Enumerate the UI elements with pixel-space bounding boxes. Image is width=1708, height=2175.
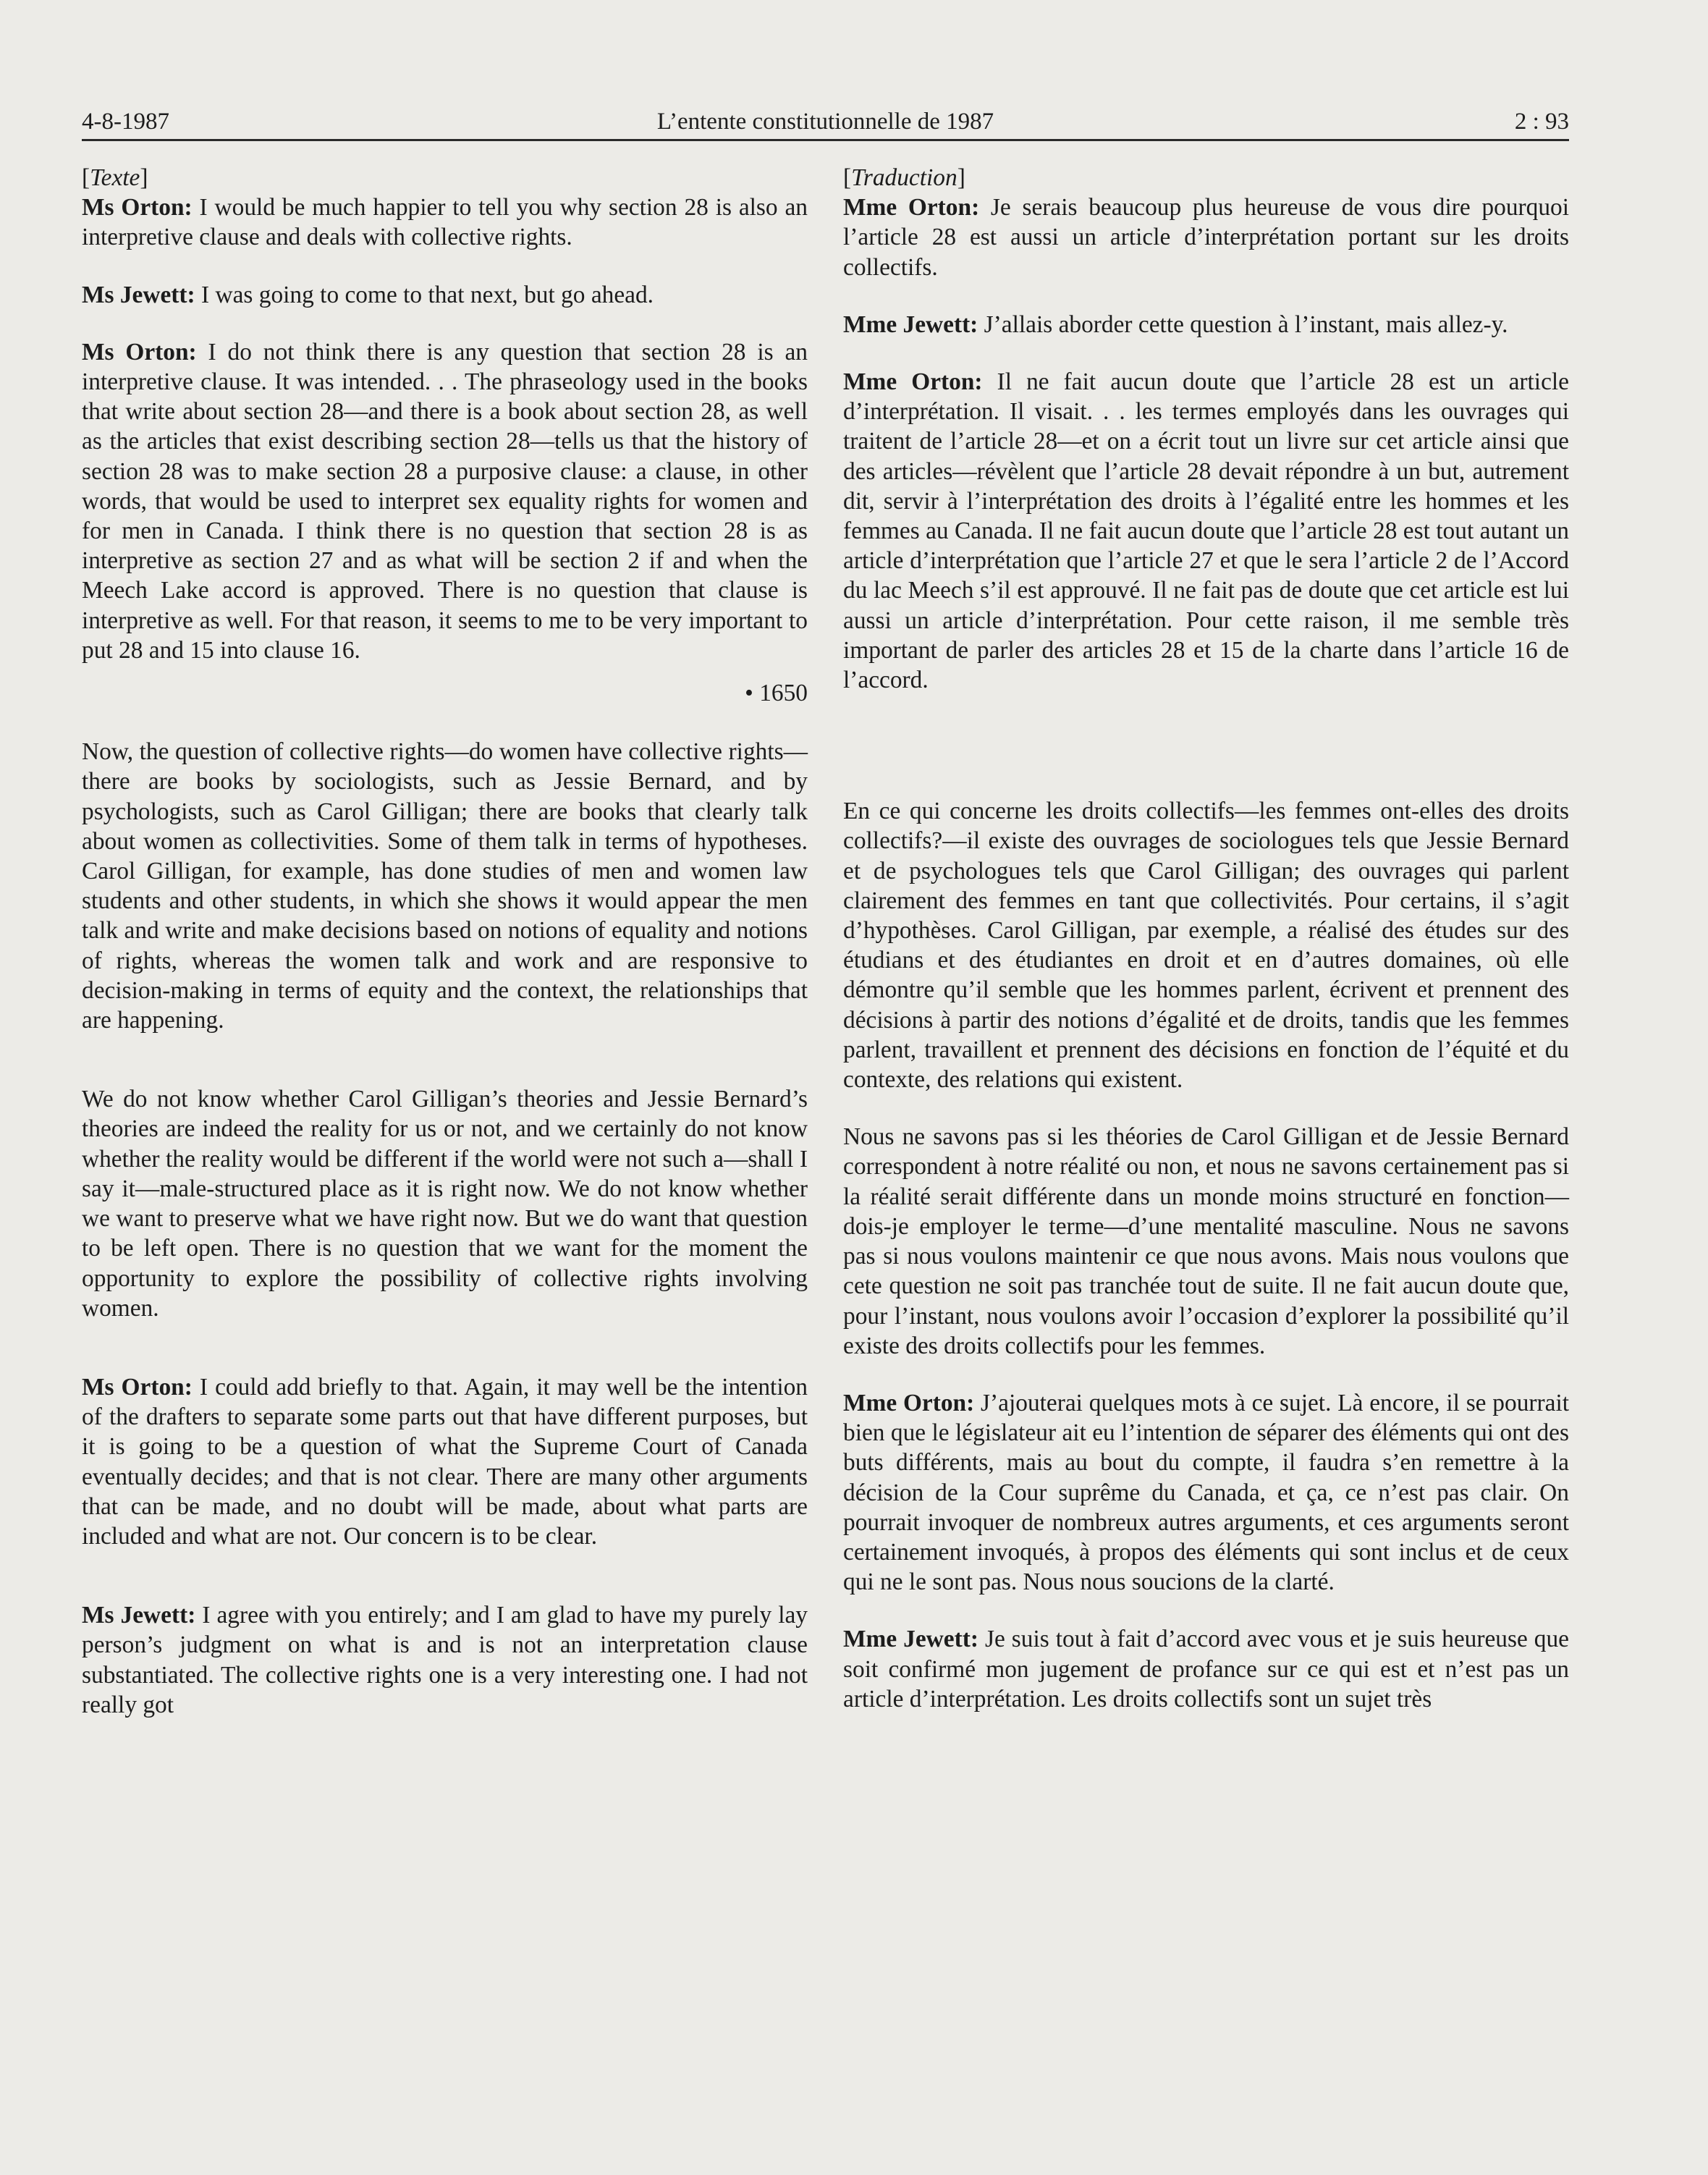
paragraph: [843, 367, 1569, 695]
speaker-name: Mme Orton:: [843, 368, 983, 396]
header-date: 4-8-1987: [82, 109, 169, 135]
paragraph-text: I could add briefly to that. Again, it may well be the intention of the drafters to separate some parts out that have different purposes, but it is going to be a question of what the Supreme Court of Canada eventually decides; and that is not clear. There are many other arguments that can be made, and no doubt will be made, about what parts are included and what are not. Our concern is to be clear.: [82, 1373, 808, 1550]
paragraph: [843, 1624, 1569, 1714]
speaker-name: Ms Jewett:: [82, 1602, 196, 1629]
paragraph: [843, 1122, 1569, 1361]
header-rule: [82, 139, 1569, 141]
paragraph: [82, 193, 808, 252]
section-tag-label: Traduction: [851, 164, 957, 191]
english-column: [82, 163, 808, 1720]
paragraph-text: J’ajouterai quelques mots à ce sujet. Là encore, il se pourrait bien que le législateur ait eu l’intention de séparer des éléments qui ont des buts différents, mais au bout du compte, il faudra s’en remettre à la décision de la Cour suprême du Canada, et ça, ce n’est pas clair. On pourrait invoquer de nombreux autres arguments, et ces arguments seront certainement invoqués, à propos des éléments qui sont inclus et de ceux qui ne le sont pas. Nous nous soucions de la clarté.: [843, 1389, 1569, 1596]
paragraph-text: Je suis tout à fait d’accord avec vous et je suis heureuse que soit confirmé mon jugement de profance sur ce qui est et n’est pas un article d’interprétation. Les droits collectifs sont un sujet très: [843, 1626, 1570, 1712]
paragraph: [843, 310, 1569, 339]
paragraph: [843, 796, 1569, 1094]
speaker-name: Ms Orton:: [82, 338, 197, 366]
paragraph: [82, 1372, 808, 1551]
paragraph: [82, 1600, 808, 1720]
speaker-name: Ms Orton:: [82, 194, 193, 221]
speaker-name: Mme Jewett:: [843, 1626, 978, 1653]
paragraph-text: I would be much happier to tell you why section 28 is also an interpretive clause and deals with collective rights.: [82, 194, 808, 251]
paragraph-text: Now, the question of collective rights—do women have collective rights—there are books by sociologists, such as Jessie Bernard, and by psychologists, such as Carol Gilligan; there are books that clearly talk about women as collectivities. Some of them talk in terms of hypotheses. Carol Gilligan, for example, has done studies of men and women law students and other students, in which she shows it would appear the men talk and write and make decisions based on notions of equality and notions of rights, whereas the women talk and work and are responsive to decision-making in terms of equity and the context, the relationships that are happening.: [82, 738, 808, 1034]
section-tag-label: Texte: [90, 164, 140, 191]
speaker-name: Ms Jewett:: [82, 281, 195, 308]
running-header: [82, 106, 1569, 142]
speaker-name: Ms Orton:: [82, 1373, 193, 1401]
paragraph: [843, 193, 1569, 282]
french-column: [843, 163, 1569, 1714]
paragraph-text: I agree with you entirely; and I am glad to have my purely lay person’s judgment on what is and is not an interpretation clause substantiated. The collective rights one is a very interesting one. I had not really got: [82, 1602, 808, 1718]
section-tag: [Traduction]: [843, 164, 965, 191]
paragraph-text: En ce qui concerne les droits collectifs—les femmes ont-elles des droits collectifs?—il existe des ouvrages de sociologues tels que Jessie Bernard et de psychologues tels que Carol Gilligan; des ouvrages qui parlent clairement des femmes en tant que collectivités. Pour certains, il s’agit d’hypothèses. Carol Gilligan, par exemple, a réalisé des études sur des étudians et des étudiantes en droit et en d’autres domaines, où elle démontre qu’il semble que les hommes parlent, écrivent et prennent des décisions à partir des notions d’égalité et de droits, tandis que les femmes parlent, travaillent et prennent des décisions en fonction de l’équité et du contexte, des relations qui existent.: [843, 798, 1569, 1094]
paragraph-text: I do not think there is any question that section 28 is an interpretive clause. It was intended. . . The phraseology used in the books that write about section 28—and there is a book about section 28, as well as the articles that exist describing section 28—tells us that the history of section 28 was to make section 28 a purposive clause: a clause, in other words, that would be used to interpret sex equality rights for women and for men in Canada. I think there is no question that section 28 is as interpretive as section 27 and as what will be section 2 if and when the Meech Lake accord is approved. There is no question that clause is interpretive as well. For that reason, it seems to me to be very important to put 28 and 15 into clause 16.: [82, 338, 808, 664]
speaker-name: Mme Orton:: [843, 194, 980, 221]
paragraph-text: Je serais beaucoup plus heureuse de vous dire pourquoi l’article 28 est aussi un article d’interprétation portant sur les droits collectifs.: [843, 194, 1569, 281]
speaker-name: Mme Orton:: [843, 1389, 975, 1416]
paragraph-text: We do not know whether Carol Gilligan’s theories and Jessie Bernard’s theories are indeed the reality for us or not, and we certainly do not know whether the reality would be different if the world were not such a—shall I say it—male-structured place as it is right now. We do not know whether we want to preserve what we have right now. But we do want that question to be left open. There is no question that we want for the moment the opportunity to explore the possibility of collective rights involving women.: [82, 1086, 808, 1322]
paragraph-text: Nous ne savons pas si les théories de Carol Gilligan et de Jessie Bernard correspondent à notre réalité ou non, et nous ne savons certainement pas si la réalité serait différente dans un monde moins structuré en fonction—dois-je employer le terme—d’une mentalité masculine. Nous ne savons pas si nous voulons maintenir ce que nous avons. Mais nous voulons que cete question ne soit pas tranchée tout de suite. Il ne fait aucun doute que, pour l’instant, nous voulons avoir l’occasion d’explorer la possibilité qu’il existe des droits collectifs pour les femmes.: [843, 1123, 1569, 1359]
paragraph: [82, 1084, 808, 1323]
time-marker: • 1650: [745, 680, 808, 707]
paragraph: [82, 337, 808, 665]
header-title: L’entente constitutionnelle de 1987: [656, 109, 994, 135]
paragraph: [82, 737, 808, 1035]
paragraph-text: J’allais aborder cette question à l’instant, mais allez-y.: [978, 311, 1508, 338]
paragraph-text: Il ne fait aucun doute que l’article 28 est un article d’interprétation. Il visait. . . les termes employés dans les ouvrages qui traitent de l’article 28—et on a écrit tout un livre sur cet article ainsi que des articles—révèlent que l’article 28 devait répondre à un but, autrement dit, servir à l’interprétation des droits à l’égalité entre les hommes et les femmes au Canada. Il ne fait aucun doute que l’article 28 est tout autant un article d’interprétation que l’article 27 et que le sera l’article 2 de l’Accord du lac Meech s’il est approuvé. Il ne fait pas de doute que cet article est lui aussi un article d’interprétation. Pour cette raison, il me semble très important de parler des articles 28 et 15 de la charte dans l’article 16 de l’accord.: [843, 368, 1569, 694]
paragraph: [82, 280, 808, 310]
header-page-number: 2 : 93: [1514, 109, 1569, 135]
section-tag: [Texte]: [82, 164, 148, 191]
speaker-name: Mme Jewett:: [843, 311, 978, 338]
paragraph: [843, 1388, 1569, 1597]
paragraph-text: I was going to come to that next, but go ahead.: [195, 281, 654, 308]
